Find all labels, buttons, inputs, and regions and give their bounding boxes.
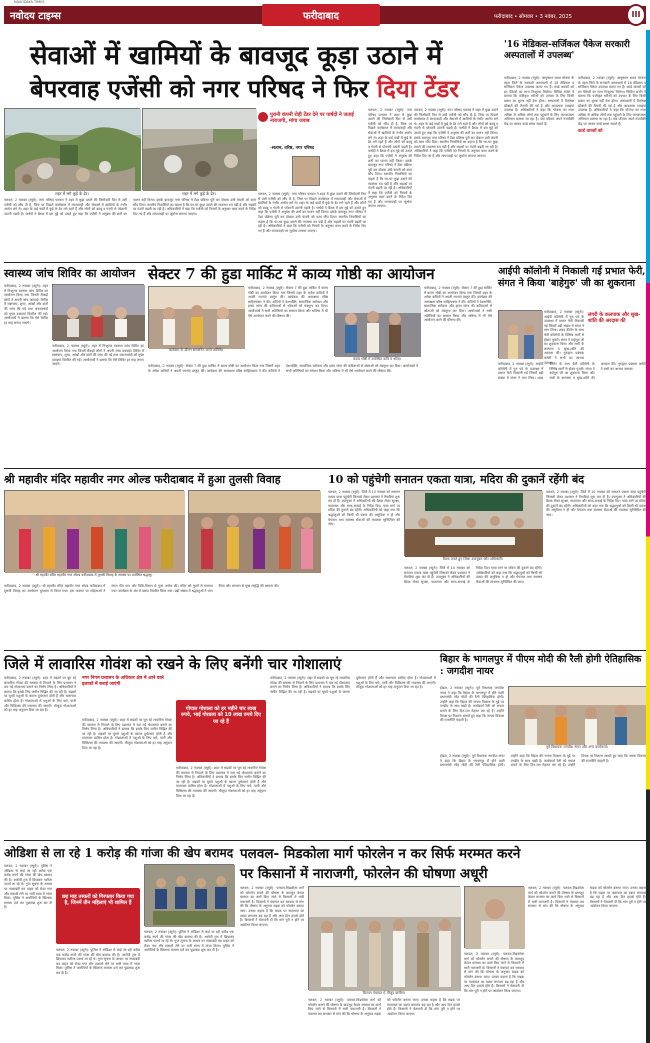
- lead-photo-garbage: [4, 108, 140, 190]
- gaushala-body-a: फरीदाबाद, 2 नवम्बर (ब्यूरो): शहर में सड़कों पर घूम रहे लावारिस गोवंश की समस्या से निपटने के लिए प्रशासन ने चार नई गोशालाएं बनाने का निर्णय लिया है। अधिकारियों ने बताया कि इसके लिए जमीन चिह्नित की जा रही है। सड़कों पर घूमते पशुओं के कारण दुर्घटनाएं होती हैं और यातायात बाधित होता है। गोशालाओं में पशुओं के लिए चारे, पानी और चिकित्सा की व्यवस्था की जाएगी। मौजूदा गोशालाओं को हर माह अनुदान दिया जा रहा है।: [4, 676, 76, 713]
- garbage-road-image: [143, 109, 257, 191]
- procession-image: [499, 311, 543, 359]
- road-photo-2: [464, 886, 524, 948]
- quote-portrait: [292, 156, 320, 186]
- quote-icon: [258, 112, 268, 122]
- gaushala-callout: गोपाल गोशाला को हर महीने चार लाख रुपये, भाई गोशाला को 10 लाख रुपये दिए जा रहे हैं: [176, 700, 266, 762]
- gaushala-highlight: नगर निगम प्रशासन के अधिकार क्षेत्र में आने वाले इलाकों में बनाई जाएंगी: [82, 676, 164, 687]
- ipc-highlight: लंगरी के कलपाक और सुख-शांति की अरदास की: [588, 312, 641, 325]
- road-body-c: पलवल, 2 नवम्बर (ब्यूरो): पलवल-मिडकोला मार्ग को फोरलेन बनाने की घोषणा के बावजूद केवल मरम्मत का कार्य किए जाने से किसानों में भारी नाराजगी है। किसानों ने पंचायत कर सरकार से मांग की कि घोषणा के अनुसार सड़क को फोरलेन बनाया जाए। उनका कहना है कि सड़क पर यातायात का दबाव लगातार बढ़ रहा है और आए दिन हादसे होते हैं। किसानों ने चेतावनी दी कि मांग पूरी न होने पर आंदोलन किया जाएगा।: [464, 952, 524, 993]
- road-body-b: पलवल, 2 नवम्बर (ब्यूरो): पलवल-मिडकोला मार्ग को फोरलेन बनाने की घोषणा के बावजूद केवल मरम्मत का कार्य किए जाने से किसानों में भारी नाराजगी है। किसानों ने पंचायत कर सरकार से मांग की कि घोषणा के अनुसार सड़क को फोरलेन बनाया जाए। उनका कहना है कि सड़क पर यातायात का दबाव लगातार बढ़ रहा है और आए दिन हादसे होते हैं। किसानों ने चेतावनी दी कि मांग पूरी न होने पर आंदोलन किया जाएगा।: [308, 998, 460, 1016]
- poetry-honour-image: [149, 287, 245, 349]
- tulsi-body-a: फरीदाबाद, 2 नवम्बर (ब्यूरो): श्री महावीर मंदिर महावीर नगर ओल्ड फरीदाबाद में तुलसी विवाह का आयोजन धूमधाम से किया गया। इस अवसर पर महिलाओं ने मंगल गीत गाए और विधि-विधान से पूजा अर्चना की। मंदिर को फूलों से सजाया गया। कार्यक्रम के अंत में प्रसाद वितरित किया गया। बड़ी संख्या में श्रद्धालुओं ने भाग लिया और भगवान से सुख समृद्धि की कामना की।: [4, 584, 279, 593]
- gaushala-body-d: फरीदाबाद, 2 नवम्बर (ब्यूरो): शहर में सड़कों पर घूम रहे लावारिस गोवंश की समस्या से निपटने के लिए प्रशासन ने चार नई गोशालाएं बनाने का निर्णय लिया है। अधिकारियों ने बताया कि इसके लिए जमीन चिह्नित की जा रही है। सड़कों पर घूमते पशुओं के कारण दुर्घटनाएं होती हैं और यातायात बाधित होता है। गोशालाओं में पशुओं के लिए चारे, पानी और चिकित्सा की व्यवस्था की जाएगी। मौजूदा गोशालाओं को हर माह अनुदान दिया जा रहा है।: [176, 766, 266, 798]
- road-body-a: पलवल, 2 नवम्बर (ब्यूरो): पलवल-मिडकोला मार्ग को फोरलेन बनाने की घोषणा के बावजूद केवल मरम्मत का कार्य किए जाने से किसानों में भारी नाराजगी है। किसानों ने पंचायत कर सरकार से मांग की कि घोषणा के अनुसार सड़क को फोरलेन बनाया जाए। उनका कहना है कि सड़क पर यातायात का दबाव लगातार बढ़ रहा है और आए दिन हादसे होते हैं। किसानों ने चेतावनी दी कि मांग पूरी न होने पर आंदोलन किया जाएगा।: [240, 886, 304, 927]
- health-camp-body-b: फरीदाबाद, 2 नवम्बर (ब्यूरो): शहर में निःशुल्क स्वास्थ्य जांच शिविर का आयोजन किया गया जिसमें सैकड़ों लोगों ने अपनी जांच करवाई। शिविर में रक्तचाप, शुगर, आंखों और दांतों की जांच की गई तथा जरूरतमंदों को मुफ्त दवाइयां वितरित की गईं। आयोजकों ने बताया कि ऐसे शिविर हर माह लगाए जाएंगे।: [52, 344, 144, 367]
- gaushala-body-e: फरीदाबाद, 2 नवम्बर (ब्यूरो): शहर में सड़कों पर घूम रहे लावारिस गोवंश की समस्या से निपटने के लिए प्रशासन ने चार नई गोशालाएं बनाने का निर्णय लिया है। अधिकारियों ने बताया कि इसके लिए जमीन चिह्नित की जा रही है। सड़कों पर घूमते पशुओं के कारण दुर्घटनाएं होती हैं और यातायात बाधित होता है। गोशालाओं में पशुओं के लिए चारे, पानी और चिकित्सा की व्यवस्था की जाएगी। मौजूदा गोशालाओं को हर माह अनुदान दिया जा रहा है।: [270, 676, 436, 694]
- ipc-body-a: फरीदाबाद, 2 नवम्बर (ब्यूरो): आईपी कॉलोनी में गुरु पर्व के उपलक्ष्य में प्रभात फेरी निकाली गई जिसमें बड़ी संख्या में संगत ने भाग लिया। शबद कीर्तन के साथ फेरी कॉलोनी के विभिन्न मार्गों से होकर गुजरी। संगत ने वाहेगुरु जी का शुकराना किया और सभी के कल्याण व सुख-शांति की अरदास की। गुरुद्वारा प्रबंधक कमेटी ने सभी का आभार जताया।: [544, 310, 584, 365]
- ipc-photo: [498, 310, 542, 358]
- ipc-body-b: फरीदाबाद, 2 नवम्बर (ब्यूरो): आईपी कॉलोनी में गुरु पर्व के उपलक्ष्य में प्रभात फेरी निकाली गई जिसमें बड़ी संख्या में संगत ने भाग लिया। शबद कीर्तन के साथ फेरी कॉलोनी के विभिन्न मार्गों से होकर गुजरी। संगत ने वाहेगुरु जी का शुकराना किया और सभी के कल्याण व सुख-शांति की अरदास की। गुरुद्वारा प्रबंधक कमेटी ने सभी का आभार जताया।: [498, 362, 646, 380]
- odisha-body-c: पलवल, 2 नवम्बर (ब्यूरो): पुलिस ने ओडिशा से लाई जा रही करीब एक करोड़ रुपये की गांजा की खेप बरामद की है। आरोपी ट्रक में छिपाकर नशीला पदार्थ ला रहे थे। गुप्त सूचना के आधार पर नाकाबंदी कर वाहन को रोका गया और तलाशी लेने पर भारी मात्रा में गांजा मिला। पुलिस ने आरोपियों के खिलाफ मामला दर्ज कर पूछताछ शुरू कर दी है।: [144, 930, 234, 953]
- road-headline-2: पर किसानों में नाराजगी, फोरलेन की घोषणा अधूरी: [240, 866, 488, 882]
- right-top-headline: '16 मेडिकल-सर्जिकल पैकेज सरकारी अस्पतालों में उपलब्ध': [504, 40, 630, 61]
- poetry-caption-1: कार्यक्रम के दौरान सम्मानित करते अतिथि।: [168, 348, 224, 352]
- divider-2: [4, 468, 646, 469]
- health-camp-headline: स्वास्थ्य जांच शिविर का आयोजन: [4, 267, 136, 280]
- road-headline-1: पलवल- मिडकोला मार्ग फोरलेन न कर सिर्फ मरम्मत करने: [240, 846, 521, 862]
- health-camp-image: [53, 285, 145, 341]
- bihar-leaders-image: [509, 687, 647, 745]
- bihar-body-a: होडल, 2 नवम्बर (ब्यूरो): पूर्व विधायक जगदीश नायर ने कहा कि बिहार के भागलपुर में होने वाली प्रधानमंत्री नरेंद्र मोदी की रैली ऐतिहासिक होगी। उन्होंने कहा कि बिहार की जनता विकास के मुद्दे पर एनडीए के साथ खड़ी है। कार्यकर्ता रैली को सफल बनाने के लिए दिन-रात मेहनत कर रहे हैं। उन्होंने विपक्ष पर निशाना साधते हुए कहा कि जनता विकास की राजनीति चाहती है।: [440, 686, 504, 723]
- colour-registration-strip: [646, 30, 650, 1043]
- lead-body-text-d: पलवल, 2 नवम्बर (ब्यूरो): नगर परिषद पलवल ने शहर में कूड़ा उठाने की जिम्मेदारी फिर से उसी एजेंसी को सौंप दी है, जिस पर पिछले कार्यकाल में लापरवाही और सेवाओं में खामियों के गंभीर आरोप लगे थे। शहर के कई वार्डों में कूड़े के ढेर लगे रहते हैं और लोगों को बदबू व गंदगी से परेशानी उठानी पड़ती है। पार्षदों ने बैठक में इस मुद्दे को उठाते हुए कहा कि एजेंसी ने अनुबंध की शर्तों का पालन नहीं किया। इसके बावजूद नगर परिषद ने टेंडर प्रक्रिया पूरी कर दोबारा उसी कंपनी को काम सौंप दिया। स्थानीय निवासियों का कहना है कि घर-घर कूड़ा उठाने की व्यवस्था ठप पड़ी है और सड़कों पर गंदगी बढ़ती जा रही है। अधिकारियों ने कहा कि एजेंसी को नियमों के अनुसार काम करने के निर्देश दिए गए हैं और लापरवाही पर जुर्माना लगाया जाएगा।: [414, 108, 498, 158]
- poetry-gathering-image: [335, 287, 421, 357]
- odisha-body-a: पलवल, 2 नवम्बर (ब्यूरो): पुलिस ने ओडिशा से लाई जा रही करीब एक करोड़ रुपये की गांजा की खेप बरामद की है। आरोपी ट्रक में छिपाकर नशीला पदार्थ ला रहे थे। गुप्त सूचना के आधार पर नाकाबंदी कर वाहन को रोका गया और तलाशी लेने पर भारी मात्रा में गांजा मिला। पुलिस ने आरोपियों के खिलाफ मामला दर्ज कर पूछताछ शुरू कर दी है।: [4, 864, 52, 910]
- right-top-subhead: कार्ड धारकों को: [578, 129, 603, 134]
- road-caption: किसान पंचायत में मौजूद ग्रामीण।: [362, 991, 406, 995]
- health-camp-body-a: फरीदाबाद, 2 नवम्बर (ब्यूरो): शहर में निःशुल्क स्वास्थ्य जांच शिविर का आयोजन किया गया जिसमें सैकड़ों लोगों ने अपनी जांच करवाई। शिविर में रक्तचाप, शुगर, आंखों और दांतों की जांच की गई तथा जरूरतमंदों को मुफ्त दवाइयां वितरित की गईं। आयोजकों ने बताया कि ऐसे शिविर हर माह लगाए जाएंगे।: [4, 284, 48, 325]
- yatra-photo: [404, 490, 542, 556]
- seized-ganja-image: [145, 865, 235, 927]
- odisha-callout: छह माह तस्करों को गिरफ्तार किया गया है, जिनमें तीन महिलाएं भी शामिल हैं: [56, 888, 140, 944]
- lead-headline-2: [30, 72, 462, 106]
- lead-headline-line2b: दिया टेंडर: [376, 74, 460, 103]
- date-line: फरीदाबाद • सोमवार • 3 नवंबर, 2025: [494, 14, 572, 20]
- lead-photo2-caption: शहर में लगे कूड़े के ढेर।: [182, 191, 216, 196]
- bihar-caption: पूर्व विधायक जगदीश नायर और अन्य कार्यकर्ता।: [545, 745, 609, 749]
- road-body-d: पलवल, 2 नवम्बर (ब्यूरो): पलवल-मिडकोला मार्ग को फोरलेन बनाने की घोषणा के बावजूद केवल मरम्मत का कार्य किए जाने से किसानों में भारी नाराजगी है। किसानों ने पंचायत कर सरकार से मांग की कि घोषणा के अनुसार सड़क को फोरलेन बनाया जाए। उनका कहना है कि सड़क पर यातायात का दबाव लगातार बढ़ रहा है और आए दिन हादसे होते हैं। किसानों ने चेतावनी दी कि मांग पूरी न होने पर आंदोलन किया जाएगा।: [528, 886, 646, 909]
- paper-name-small: NAVODAYA TIMES: [14, 0, 45, 4]
- lead-body-text-c: पलवल, 2 नवम्बर (ब्यूरो): नगर परिषद पलवल ने शहर में कूड़ा उठाने की जिम्मेदारी फिर से उसी एजेंसी को सौंप दी है, जिस पर पिछले कार्यकाल में लापरवाही और सेवाओं में खामियों के गंभीर आरोप लगे थे। शहर के कई वार्डों में कूड़े के ढेर लगे रहते हैं और लोगों को बदबू व गंदगी से परेशानी उठानी पड़ती है। पार्षदों ने बैठक में इस मुद्दे को उठाते हुए कहा कि एजेंसी ने अनुबंध की शर्तों का पालन नहीं किया। इसके बावजूद नगर परिषद ने टेंडर प्रक्रिया पूरी कर दोबारा उसी कंपनी को काम सौंप दिया। स्थानीय निवासियों का कहना है कि घर-घर कूड़ा उठाने की व्यवस्था ठप पड़ी है और सड़कों पर गंदगी बढ़ती जा रही है। अधिकारियों ने कहा कि एजेंसी को नियमों के अनुसार काम करने के निर्देश दिए गए हैं और लापरवाही पर जुर्माना लगाया जाएगा।: [258, 192, 366, 233]
- farmers-panchayat-image: [309, 887, 461, 991]
- poetry-body-b: फरीदाबाद, 2 नवम्बर (ब्यूरो): सेक्टर 7 की हुडा मार्किट में काव्य गोष्ठी का आयोजन किया गया जिसमें शहर के अनेक कवियों ने अपनी रचनाएं प्रस्तुत कीं। कार्यक्रम की अध्यक्षता वरिष्ठ साहित्यकार ने की। कवियों ने देशभक्ति, सामाजिक सरोकार और हास्य व्यंग्य की कविताओं से श्रोताओं को मंत्रमुग्ध कर दिया। आयोजकों ने सभी अतिथियों का सम्मान किया और भविष्य में भी ऐसे आयोजन करने की घोषणा की।: [148, 364, 418, 373]
- health-camp-photo: [52, 284, 144, 340]
- yatra-body-c: पलवल, 2 नवम्बर (ब्यूरो): जिले में 10 नवम्बर को सनातन एकता यात्रा पहुंचेगी जिसको लेकर प्रशासन ने तैयारियां शुरू कर दी हैं। उपायुक्त ने अधिकारियों की बैठक लेकर सुरक्षा, यातायात और साफ-सफाई के निर्देश दिए। यात्रा मार्ग पर मदिरा की दुकानें बंद रहेंगी। अधिकारियों को कहा गया कि श्रद्धालुओं को किसी भी प्रकार की असुविधा न हो और पेयजल तथा स्वास्थ्य सेवाओं की व्यवस्था सुनिश्चित की जाए।: [546, 490, 646, 517]
- yatra-caption: बैठक करते हुए जिला उपायुक्त और अधिकारी।: [442, 557, 504, 561]
- page-number: III: [626, 4, 646, 26]
- yatra-body-b: पलवल, 2 नवम्बर (ब्यूरो): जिले में 10 नवम्बर को सनातन एकता यात्रा पहुंचेगी जिसको लेकर प्रशासन ने तैयारियां शुरू कर दी हैं। उपायुक्त ने अधिकारियों की बैठक लेकर सुरक्षा, यातायात और साफ-सफाई के निर्देश दिए। यात्रा मार्ग पर मदिरा की दुकानें बंद रहेंगी। अधिकारियों को कहा गया कि श्रद्धालुओं को किसी भी प्रकार की असुविधा न हो और पेयजल तथा स्वास्थ्य सेवाओं की व्यवस्था सुनिश्चित की जाए।: [404, 566, 542, 584]
- odisha-body-b: पलवल, 2 नवम्बर (ब्यूरो): पुलिस ने ओडिशा से लाई जा रही करीब एक करोड़ रुपये की गांजा की खेप बरामद की है। आरोपी ट्रक में छिपाकर नशीला पदार्थ ला रहे थे। गुप्त सूचना के आधार पर नाकाबंदी कर वाहन को रोका गया और तलाशी लेने पर भारी मात्रा में गांजा मिला। पुलिस ने आरोपियों के खिलाफ मामला दर्ज कर पूछताछ शुरू कर दी है।: [56, 948, 140, 975]
- masthead: [0, 0, 650, 30]
- odisha-photo: [144, 864, 234, 926]
- odisha-headline: ओडिशा से ला रहे 1 करोड़ की गांजा की खेप बरामद: [4, 846, 234, 860]
- yatra-body-a: पलवल, 2 नवम्बर (ब्यूरो): जिले में 10 नवम्बर को सनातन एकता यात्रा पहुंचेगी जिसको लेकर प्रशासन ने तैयारियां शुरू कर दी हैं। उपायुक्त ने अधिकारियों की बैठक लेकर सुरक्षा, यातायात और साफ-सफाई के निर्देश दिए। यात्रा मार्ग पर मदिरा की दुकानें बंद रहेंगी। अधिकारियों को कहा गया कि श्रद्धालुओं को किसी भी प्रकार की असुविधा न हो और पेयजल तथा स्वास्थ्य सेवाओं की व्यवस्था सुनिश्चित की जाए।: [328, 490, 400, 527]
- tulsi-photo-2: [188, 490, 320, 572]
- bihar-photo: [508, 686, 646, 744]
- tulsi-devotees-image: [189, 491, 321, 573]
- lead-headline-line1: सेवाओं में खामियों के बावजूद कूड़ा उठाने में: [30, 41, 443, 71]
- poetry-photo-2: [334, 286, 420, 356]
- divider-1: [4, 262, 646, 263]
- tulsi-photo: [4, 490, 184, 572]
- divider-3: [4, 650, 646, 651]
- lead-photo-garbage-2: [142, 108, 256, 190]
- divider-4: [4, 840, 646, 841]
- lead-quote-attribution: -सत्यम, वरिष्ठ, नगर परिषद: [270, 146, 315, 151]
- lead-headline-line2a: बेपरवाह एजेंसी को नगर परिषद ने फिर: [30, 74, 377, 103]
- garbage-dump-image: [5, 109, 141, 191]
- lead-quote-box: [258, 112, 366, 188]
- yatra-headline: 10 को पहुंचेगी सनातन एकता यात्रा, मदिरा की दुकानें रहेंगी बंद: [328, 473, 585, 486]
- paper-name: नवोदय टाइम्स: [10, 11, 61, 22]
- ipc-headline: आईपी कॉलोनी में निकाली गई प्रभात फेरी, संगत ने किया 'बाहेगुरु' जी का शुकराना: [498, 266, 646, 289]
- poetry-headline: सेक्टर 7 की हुडा मार्किट में काव्य गोष्ठी का आयोजन: [148, 265, 435, 283]
- bihar-headline: बिहार के भागलपुर में पीएम मोदी की रैली होगी ऐतिहासिक : जगदीश नायर: [440, 654, 642, 677]
- bihar-body-b: होडल, 2 नवम्बर (ब्यूरो): पूर्व विधायक जगदीश नायर ने कहा कि बिहार के भागलपुर में होने वाली प्रधानमंत्री नरेंद्र मोदी की रैली ऐतिहासिक होगी। उन्होंने कहा कि बिहार की जनता विकास के मुद्दे पर एनडीए के साथ खड़ी है। कार्यकर्ता रैली को सफल बनाने के लिए दिन-रात मेहनत कर रहे हैं। उन्होंने विपक्ष पर निशाना साधते हुए कहा कि जनता विकास की राजनीति चाहती है।: [440, 754, 646, 768]
- lead-headline-1: [30, 36, 448, 71]
- road-photo: [308, 886, 460, 990]
- city-label: फरीदाबाद: [303, 11, 339, 22]
- lead-quote-text: पुरानी कंपनी रोही टेंडर देने पर पार्षदों ने जताई नाराजगी, मांगा जवाब: [270, 112, 354, 125]
- lead-body-text-b: पलवल, 2 नवम्बर (ब्यूरो): नगर परिषद पलवल ने शहर में कूड़ा उठाने की जिम्मेदारी फिर से उसी एजेंसी को सौंप दी है, जिस पर पिछले कार्यकाल में लापरवाही और सेवाओं में खामियों के गंभीर आरोप लगे थे। शहर के कई वार्डों में कूड़े के ढेर लगे रहते हैं और लोगों को बदबू व गंदगी से परेशानी उठानी पड़ती है। पार्षदों ने बैठक में इस मुद्दे को उठाते हुए कहा कि एजेंसी ने अनुबंध की शर्तों का पालन नहीं किया। इसके बावजूद नगर परिषद ने टेंडर प्रक्रिया पूरी कर दोबारा उसी कंपनी को काम सौंप दिया। स्थानीय निवासियों का कहना है कि घर-घर कूड़ा उठाने की व्यवस्था ठप पड़ी है और सड़कों पर गंदगी बढ़ती जा रही है। अधिकारियों ने कहा कि एजेंसी को नियमों के अनुसार काम करने के निर्देश दिए गए हैं और लापरवाही पर जुर्माना लगाया जाएगा।: [368, 108, 412, 209]
- lead-body-text-a: पलवल, 2 नवम्बर (ब्यूरो): नगर परिषद पलवल ने शहर में कूड़ा उठाने की जिम्मेदारी फिर से उसी एजेंसी को सौंप दी है, जिस पर पिछले कार्यकाल में लापरवाही और सेवाओं में खामियों के गंभीर आरोप लगे थे। शहर के कई वार्डों में कूड़े के ढेर लगे रहते हैं और लोगों को बदबू व गंदगी से परेशानी उठानी पड़ती है। पार्षदों ने बैठक में इस मुद्दे को उठाते हुए कहा कि एजेंसी ने अनुबंध की शर्तों का पालन नहीं किया। इसके बावजूद नगर परिषद ने टेंडर प्रक्रिया पूरी कर दोबारा उसी कंपनी को काम सौंप दिया। स्थानीय निवासियों का कहना है कि घर-घर कूड़ा उठाने की व्यवस्था ठप पड़ी है और सड़कों पर गंदगी बढ़ती जा रही है। अधिकारियों ने कहा कि एजेंसी को नियमों के अनुसार काम करने के निर्देश दिए गए हैं और लापरवाही पर जुर्माना लगाया जाएगा।: [4, 198, 256, 216]
- district-meeting-image: [405, 491, 543, 557]
- poetry-caption-2: काव्य गोष्ठी में उपस्थित कवि व श्रोता।: [352, 357, 402, 361]
- lead-photo1-caption: शहर में लगे कूड़े के ढेर।: [55, 191, 89, 196]
- poetry-photo-1: [148, 286, 244, 348]
- tulsi-headline: श्री महावीर मंदिर महावीर नगर ओल्ड फरीदाबाद में हुआ तुलसी विवाह: [4, 473, 281, 486]
- gaushala-body-c: फरीदाबाद, 2 नवम्बर (ब्यूरो): शहर में सड़कों पर घूम रहे लावारिस गोवंश की समस्या से निपटने के लिए प्रशासन ने चार नई गोशालाएं बनाने का निर्णय लिया है। अधिकारियों ने बताया कि इसके लिए जमीन चिह्नित की जा रही है। सड़कों पर घूमते पशुओं के कारण दुर्घटनाएं होती हैं और यातायात बाधित होता है। गोशालाओं में पशुओं के लिए चारे, पानी और चिकित्सा की व्यवस्था की जाएगी। मौजूदा गोशालाओं को हर माह अनुदान दिया जा रहा है।: [82, 718, 172, 750]
- tulsi-caption: श्री महावीर मंदिर महावीर नगर ओल्ड फरीदाबाद में तुलसी विवाह के अवसर पर उपस्थित श्रद्धालु।: [35, 573, 153, 577]
- road-portrait-image: [465, 887, 525, 949]
- right-top-body-b: फरीदाबाद, 2 नवम्बर (ब्यूरो): आयुष्मान भारत योजना के तहत जिले के सरकारी अस्पतालों में 16 मेडिकल व सर्जिकल पैकेज उपलब्ध कराए गए हैं। कार्ड धारकों को इन पैकेजों का लाभ निःशुल्क मिलेगा। सिविल सर्जन ने बताया कि पंजीकृत मरीजों को उपचार के लिए किसी प्रकार का शुल्क नहीं देना होगा। अस्पतालों में विशेषज्ञ डॉक्टरों की तैनाती की गई है और आवश्यक दवाइयां उपलब्ध हैं। अधिकारियों ने कहा कि योजना का लाभ अधिक से अधिक लोगों तक पहुंचाने के लिए जागरूकता अभियान चलाया जा रहा है। पात्र परिवार अपने नजदीकी केंद्र पर जाकर कार्ड बनवा सकते हैं।: [578, 76, 646, 126]
- gaushala-headline: जिले में लावारिस गोवंश को रखने के लिए बनेंगी चार गोशालाएं: [4, 655, 342, 673]
- right-top-body-a: फरीदाबाद, 2 नवम्बर (ब्यूरो): आयुष्मान भारत योजना के तहत जिले के सरकारी अस्पतालों में 16 मेडिकल व सर्जिकल पैकेज उपलब्ध कराए गए हैं। कार्ड धारकों को इन पैकेजों का लाभ निःशुल्क मिलेगा। सिविल सर्जन ने बताया कि पंजीकृत मरीजों को उपचार के लिए किसी प्रकार का शुल्क नहीं देना होगा। अस्पतालों में विशेषज्ञ डॉक्टरों की तैनाती की गई है और आवश्यक दवाइयां उपलब्ध हैं। अधिकारियों ने कहा कि योजना का लाभ अधिक से अधिक लोगों तक पहुंचाने के लिए जागरूकता अभियान चलाया जा रहा है। पात्र परिवार अपने नजदीकी केंद्र पर जाकर कार्ड बनवा सकते हैं।: [504, 76, 574, 126]
- poetry-body-c: फरीदाबाद, 2 नवम्बर (ब्यूरो): सेक्टर 7 की हुडा मार्किट में काव्य गोष्ठी का आयोजन किया गया जिसमें शहर के अनेक कवियों ने अपनी रचनाएं प्रस्तुत कीं। कार्यक्रम की अध्यक्षता वरिष्ठ साहित्यकार ने की। कवियों ने देशभक्ति, सामाजिक सरोकार और हास्य व्यंग्य की कविताओं से श्रोताओं को मंत्रमुग्ध कर दिया। आयोजकों ने सभी अतिथियों का सम्मान किया और भविष्य में भी ऐसे आयोजन करने की घोषणा की।: [424, 286, 492, 323]
- poetry-body-a: फरीदाबाद, 2 नवम्बर (ब्यूरो): सेक्टर 7 की हुडा मार्किट में काव्य गोष्ठी का आयोजन किया गया जिसमें शहर के अनेक कवियों ने अपनी रचनाएं प्रस्तुत कीं। कार्यक्रम की अध्यक्षता वरिष्ठ साहित्यकार ने की। कवियों ने देशभक्ति, सामाजिक सरोकार और हास्य व्यंग्य की कविताओं से श्रोताओं को मंत्रमुग्ध कर दिया। आयोजकों ने सभी अतिथियों का सम्मान किया और भविष्य में भी ऐसे आयोजन करने की घोषणा की।: [248, 286, 328, 318]
- tulsi-vivah-image: [5, 491, 185, 573]
